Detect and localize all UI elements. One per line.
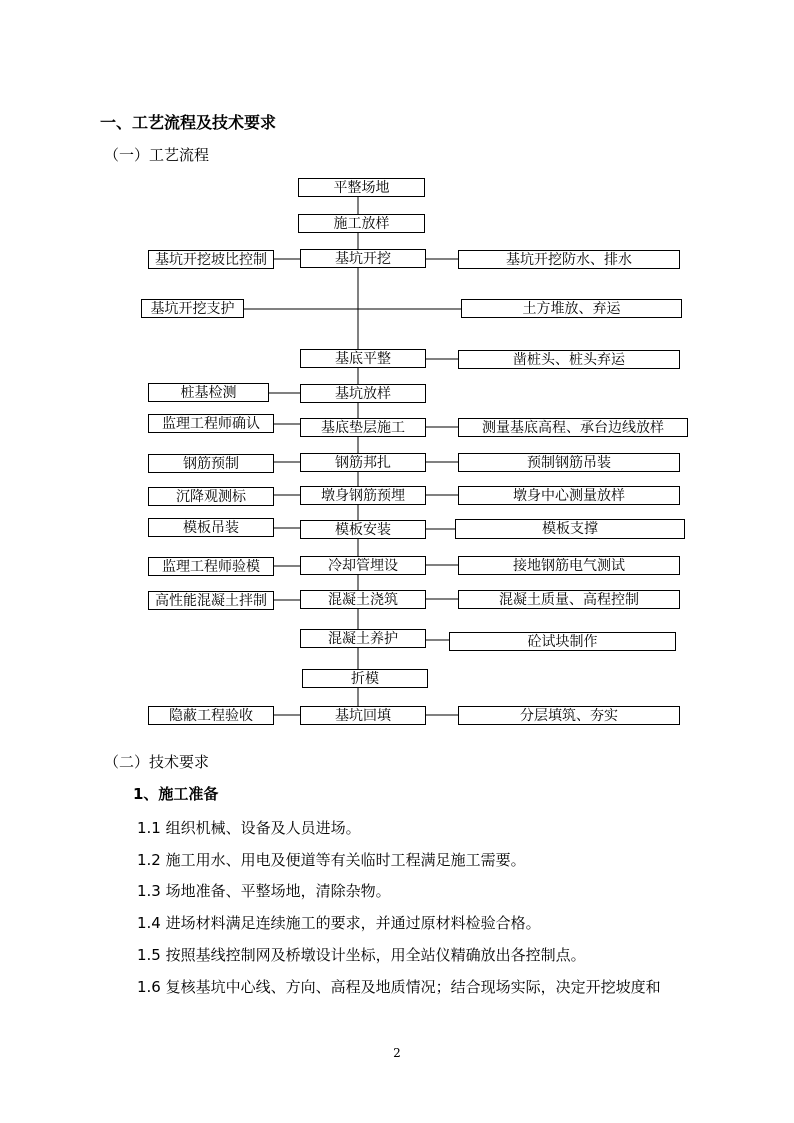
flow-step-concrete-curing: 混凝土养护 [300, 629, 426, 648]
flow-right-test-block: 砼试块制作 [449, 632, 676, 651]
flow-left-rebar-prefab: 钢筋预制 [148, 454, 274, 473]
flow-left-pit-support: 基坑开挖支护 [141, 299, 244, 318]
flow-right-prefab-rebar-hoisting: 预制钢筋吊装 [458, 453, 680, 472]
flow-step-pier-rebar-embedding: 墩身钢筋预埋 [300, 486, 426, 505]
flow-step-cushion-construction: 基底垫层施工 [300, 418, 426, 437]
flow-step-rebar-binding: 钢筋邦扎 [300, 453, 426, 472]
flow-step-site-leveling: 平整场地 [298, 178, 425, 197]
flow-right-pile-head-chipping: 凿桩头、桩头弃运 [458, 350, 680, 369]
paragraph-1-1: 1.1 组织机械、设备及人员进场。 [137, 819, 361, 837]
paragraph-1-4: 1.4 进场材料满足连续施工的要求，并通过原材料检验合格。 [137, 914, 541, 932]
flow-step-formwork-installation: 模板安装 [300, 520, 426, 539]
flow-left-hpc-mixing: 高性能混凝土拌制 [148, 591, 274, 610]
flow-right-grounding-test: 接地钢筋电气测试 [458, 556, 680, 575]
flow-step-formwork-removal: 折模 [302, 669, 428, 688]
flow-right-base-elevation-survey: 测量基底高程、承台边线放样 [458, 418, 688, 437]
flow-right-pier-center-survey: 墩身中心测量放样 [458, 486, 680, 505]
flow-left-slope-control: 基坑开挖坡比控制 [148, 250, 274, 269]
flow-step-pit-excavation: 基坑开挖 [300, 249, 426, 268]
flow-right-waterproof-drainage: 基坑开挖防水、排水 [458, 250, 680, 269]
flow-step-construction-layout: 施工放样 [298, 214, 425, 233]
section-title-requirements: （二）技术要求 [104, 753, 210, 771]
subsection-title-preparation: 1、施工准备 [133, 785, 219, 803]
flow-left-supervisor-formwork-check: 监理工程师验模 [148, 557, 274, 576]
flow-right-layered-compaction: 分层填筑、夯实 [458, 706, 680, 725]
paragraph-1-3: 1.3 场地准备、平整场地，清除杂物。 [137, 882, 391, 900]
flow-step-cooling-pipe: 冷却管埋设 [300, 556, 426, 575]
paragraph-1-6: 1.6 复核基坑中心线、方向、高程及地质情况；结合现场实际，决定开挖坡度和 [137, 978, 661, 996]
flow-step-base-leveling: 基底平整 [300, 349, 426, 368]
flow-right-quality-elevation-control: 混凝土质量、高程控制 [458, 590, 680, 609]
flow-step-pit-backfill: 基坑回填 [300, 706, 426, 725]
main-heading: 一、工艺流程及技术要求 [100, 113, 277, 132]
flow-step-pit-layout: 基坑放样 [300, 384, 426, 403]
paragraph-1-2: 1.2 施工用水、用电及便道等有关临时工程满足施工需要。 [137, 851, 526, 869]
section-title-process: （一）工艺流程 [104, 146, 210, 164]
paragraph-1-5: 1.5 按照基线控制网及桥墩设计坐标，用全站仪精确放出各控制点。 [137, 946, 586, 964]
flow-left-concealed-acceptance: 隐蔽工程验收 [148, 706, 274, 725]
flow-left-settlement-marker: 沉降观测标 [148, 487, 274, 506]
flow-right-formwork-support: 模板支撑 [455, 519, 685, 539]
page-number: 2 [393, 1046, 401, 1060]
flow-left-formwork-hoisting: 模板吊装 [148, 518, 274, 537]
flow-left-supervisor-confirm: 监理工程师确认 [148, 414, 274, 433]
flow-step-concrete-pouring: 混凝土浇筑 [300, 590, 426, 609]
flow-left-pile-inspection: 桩基检测 [148, 383, 269, 402]
flow-right-earth-stockpile: 土方堆放、弃运 [461, 299, 682, 318]
